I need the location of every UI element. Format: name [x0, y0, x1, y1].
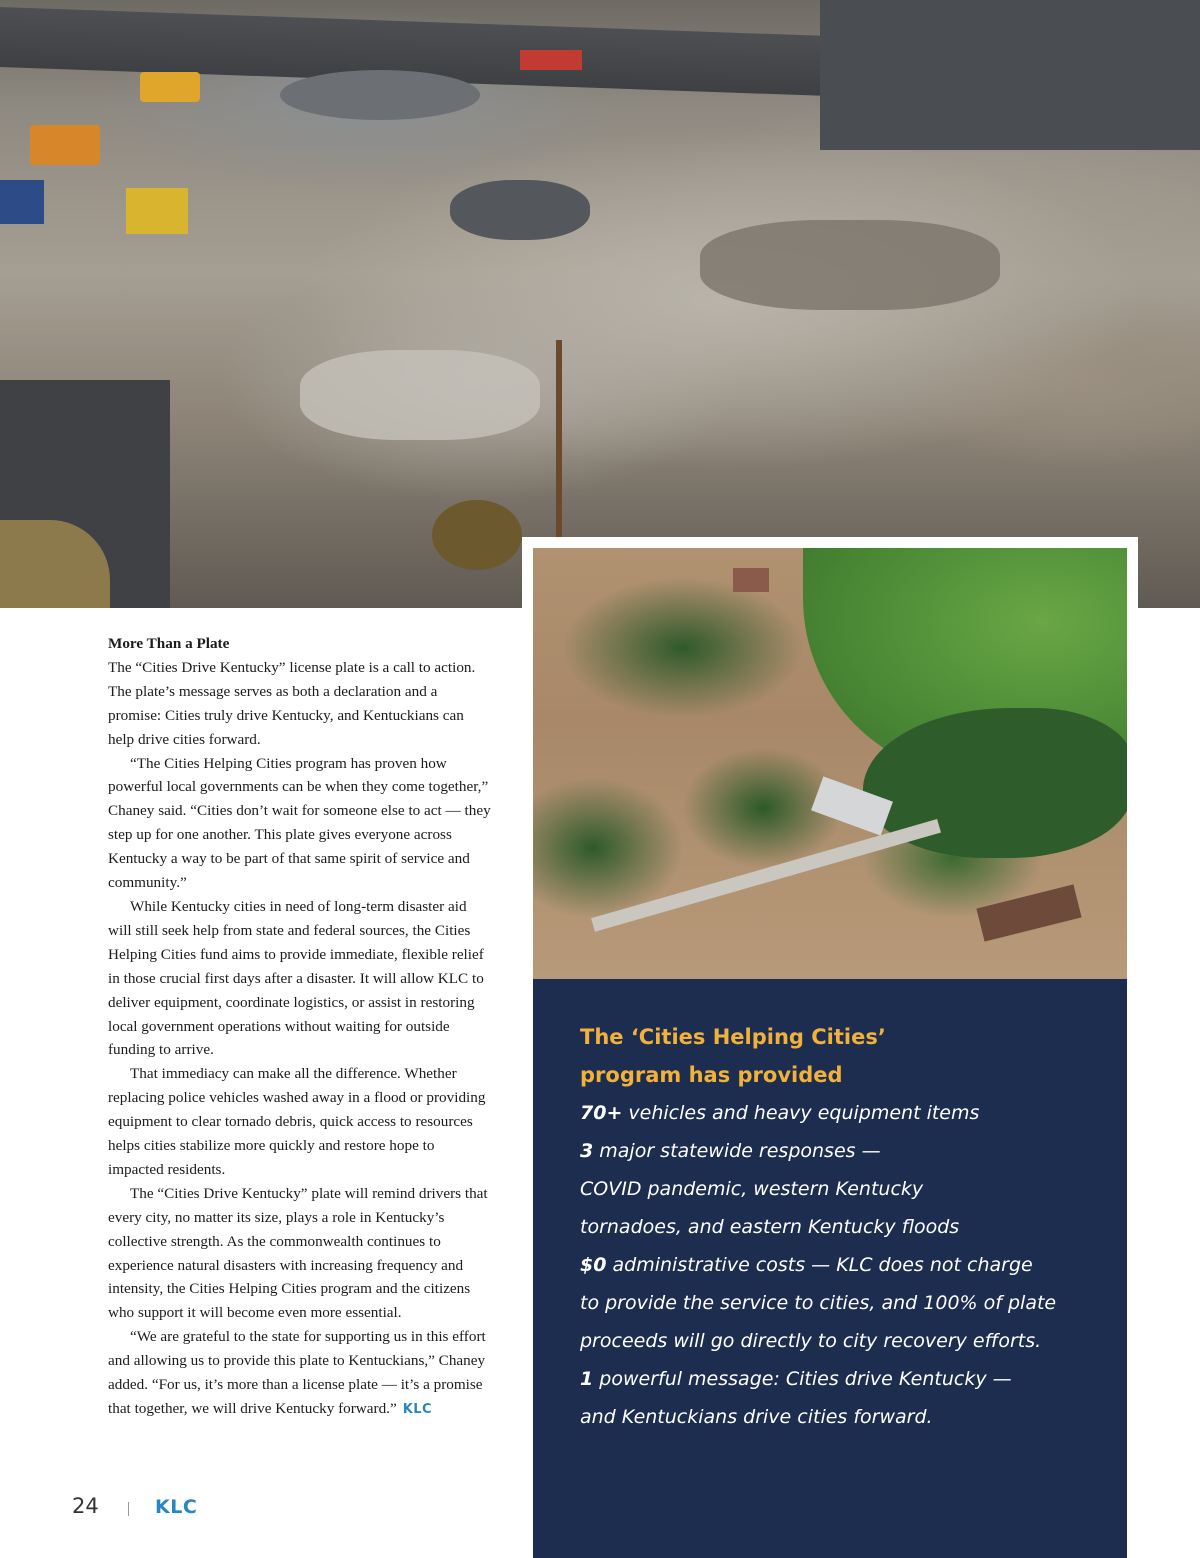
article-paragraph: The “Cities Drive Kentucky” plate will remind drivers that every city, no matter its size, plays a role in Kentucky’s collective strength. As the commonwealth continues to experience natural disasters with increasing frequency and intensity, the Cities Helping Cities program and the citizens who support it will become even more essential. [108, 1184, 488, 1322]
photo-dumpster [520, 50, 582, 70]
stats-list-item [580, 1208, 1120, 1246]
photo-building [976, 884, 1081, 941]
stats-list-item [580, 1094, 1120, 1132]
photo-bridge [591, 819, 941, 932]
stats-text: to provide the service to cities, and 100% of plate [580, 1292, 1057, 1314]
stats-title [580, 1018, 1100, 1094]
stats-title-line: program has provided [580, 1063, 843, 1087]
page-number: 24 [72, 1494, 99, 1518]
photo-excavator [140, 72, 200, 102]
stats-text: tornadoes, and eastern Kentucky floods [580, 1216, 960, 1238]
photo-excavator [30, 125, 100, 165]
photo-dumpster [0, 180, 44, 224]
photo-debris-pile [300, 350, 540, 440]
article-paragraph: That immediacy can make all the difference. Whether replacing police vehicles washed away in a flood or providing equipment to clear tornado debris, quick access to resources helps cities stabilize more quickly and restore hope to impacted residents. [108, 1065, 486, 1178]
photo-debris-pile [700, 220, 1000, 310]
hero-photo-demolition [0, 0, 1200, 608]
stats-number: 1 [580, 1368, 594, 1390]
footer-brand-logo: KLC [155, 1496, 198, 1518]
photo-tree [432, 500, 522, 570]
stats-list-item [580, 1360, 1120, 1398]
stats-list-item [580, 1322, 1120, 1360]
stats-title-line: The ‘Cities Helping Cities’ [580, 1025, 886, 1049]
footer-divider [128, 1502, 129, 1516]
stats-list-item [580, 1246, 1120, 1284]
stats-list [580, 1094, 1120, 1436]
photo-utility-pole [556, 340, 562, 550]
article-column [108, 632, 492, 1422]
stats-text: COVID pandemic, western Kentucky [580, 1178, 924, 1200]
article-paragraph: The “Cities Drive Kentucky” license plate is a call to action. The plate’s message serves as both a declaration and a promise: Cities truly drive Kentucky, and Kentuckians can help drive cities forward. [108, 658, 476, 748]
stats-list-item [580, 1284, 1120, 1322]
article-paragraph-last [108, 1325, 492, 1422]
photo-dumpster [126, 188, 188, 234]
stats-text: administrative costs — KLC does not charge [606, 1254, 1033, 1276]
stats-list-item [580, 1398, 1120, 1436]
stats-text: vehicles and heavy equipment items [622, 1102, 980, 1124]
photo-debris-pile [280, 70, 480, 120]
inset-photo-flood [533, 548, 1127, 979]
stats-number: $0 [580, 1254, 607, 1276]
article-paragraph: “The Cities Helping Cities program has proven how powerful local governments can be when they come together,” Chaney said. “Cities don’t wait for someone else to act — they step up for one another. This plate gives everyone across Kentucky a way to be part of that same spirit of service and community.” [108, 754, 491, 892]
stats-text: and Kentuckians drive cities forward. [580, 1406, 933, 1428]
stats-text: powerful message: Cities drive Kentucky — [593, 1368, 1012, 1390]
stats-number: 70+ [580, 1102, 623, 1124]
stats-text: major statewide responses — [593, 1140, 881, 1162]
stats-number: 3 [580, 1140, 594, 1162]
stats-list-item [580, 1132, 1120, 1170]
photo-parking-lot [820, 0, 1200, 150]
stats-list-item [580, 1170, 1120, 1208]
end-mark-logo: KLC [402, 1402, 433, 1417]
article-paragraph-text: “We are grateful to the state for supporting us in this effort and allowing us to provide this plate to Kentuckians,” Chaney added. “For us, it’s more than a license plate — it’s a promise that together, we will drive Kentucky forward.” [108, 1328, 486, 1417]
photo-debris-pile [450, 180, 590, 240]
photo-building [733, 568, 769, 592]
article-paragraph: While Kentucky cities in need of long-term disaster aid will still seek help from state and federal sources, the Cities Helping Cities fund aims to provide immediate, flexible relief in those crucial first days after a disaster. It will allow KLC to deliver equipment, coordinate logistics, or assist in restoring local government operations without waiting for outside funding to arrive. [108, 897, 484, 1059]
stats-text: proceeds will go directly to city recovery efforts. [580, 1330, 1042, 1352]
section-heading: More Than a Plate [108, 635, 230, 652]
